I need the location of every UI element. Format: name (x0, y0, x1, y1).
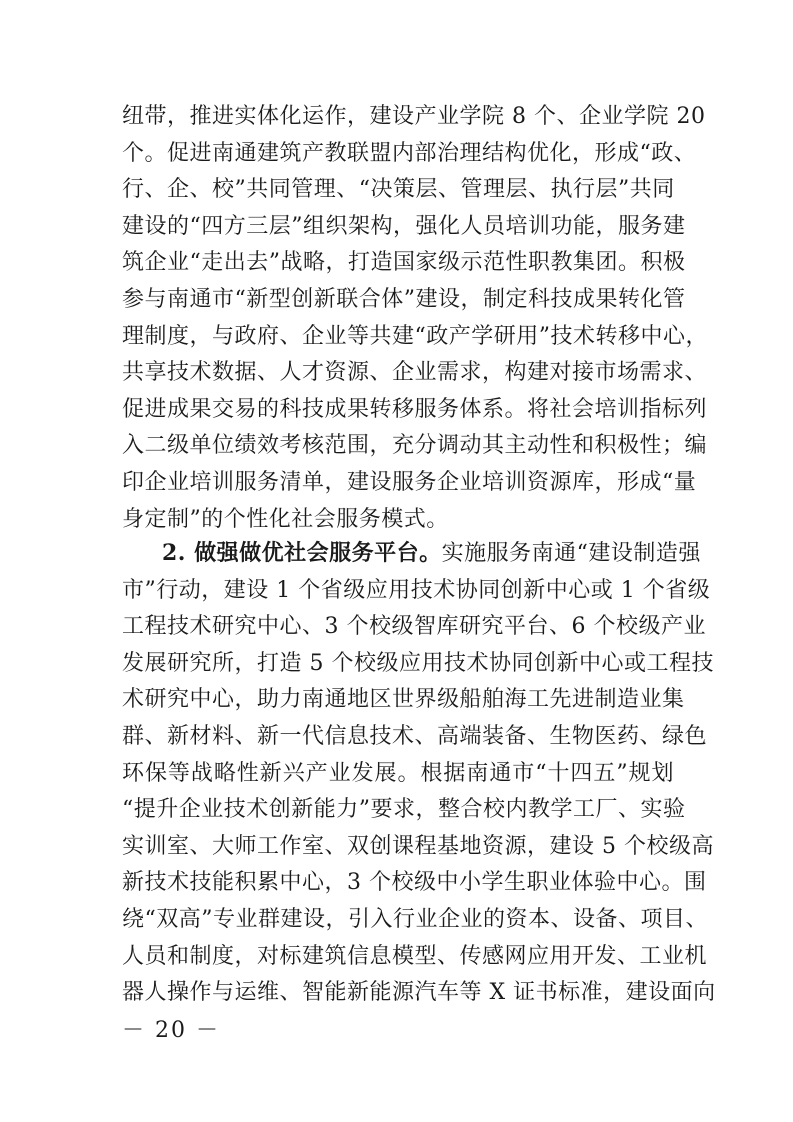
text-line: 器人操作与运维、智能新能源汽车等 X 证书标准，建设面向 (122, 980, 716, 1006)
text-line: 环保等战略性新兴产业发展。根据南通市“十四五”规划 (122, 760, 674, 786)
section-2-first-line (162, 539, 701, 568)
text-line: 实训室、大师工作室、双创课程基地资源，建设 5 个校级高 (122, 833, 714, 859)
text-line: 新技术技能积累中心，3 个校级中小学生职业体验中心。围 (122, 870, 707, 896)
text-line: 群、新材料、新一代信息技术、高端装备、生物医药、绿色 (122, 724, 708, 749)
text-line: 人员和制度，对标建筑信息模型、传感网应用开发、工业机 (122, 943, 708, 969)
text-line: 建设的“四方三层”组织架构，强化人员培训功能，服务建 (122, 213, 686, 239)
text-line: 促进成果交易的科技成果转移服务体系。将社会培训指标列 (122, 396, 708, 422)
text-line: 理制度，与政府、企业等共建“政产学研用”技术转移中心， (122, 323, 708, 349)
text-line: 行、企、校”共同管理、“决策层、管理层、执行层”共同 (122, 177, 675, 203)
text-line: 工程技术研究中心、3 个校级智库研究平台、6 个校级产业 (122, 614, 706, 640)
text-line: 术研究中心，助力南通地区世界级船舶海工先进制造业集 (122, 687, 685, 713)
text-line: 身定制”的个性化社会服务模式。 (122, 506, 449, 532)
text-line: 市”行动，建设 1 个省级应用技术协同创新中心或 1 个省级 (122, 577, 711, 603)
text-line: 印企业培训服务清单，建设服务企业培训资源库，形成“量 (122, 470, 697, 495)
page-number: － 20 － (122, 1018, 220, 1043)
text-line: 个。促进南通建筑产教联盟内部治理结构优化，形成“政、 (122, 140, 697, 166)
text-line: 共享技术数据、人才资源、企业需求，构建对接市场需求、 (122, 360, 708, 386)
section-2-heading: 2. 做强做优社会服务平台。 (162, 540, 442, 566)
text-line: 入二级单位绩效考核范围，充分调动其主动性和积极性；编 (122, 433, 708, 459)
text-line: 筑企业“走出去”战略，打造国家级示范性职教集团。积极 (122, 250, 686, 276)
text-line: 绕“双高”专业群建设，引入行业企业的资本、设备、项目、 (122, 907, 708, 932)
text-line: 发展研究所，打造 5 个校级应用技术协同创新中心或工程技 (122, 650, 714, 676)
text-line: 纽带，推进实体化运作，建设产业学院 8 个、企业学院 20 (122, 104, 706, 129)
text-line: 参与南通市“新型创新联合体”建设，制定科技成果转化管 (122, 287, 686, 312)
text-line: “提升企业技术创新能力”要求，整合校内教学工厂、实验 (122, 797, 686, 823)
section-2-first-line-text: 实施服务南通“建设制造强 (441, 541, 701, 566)
